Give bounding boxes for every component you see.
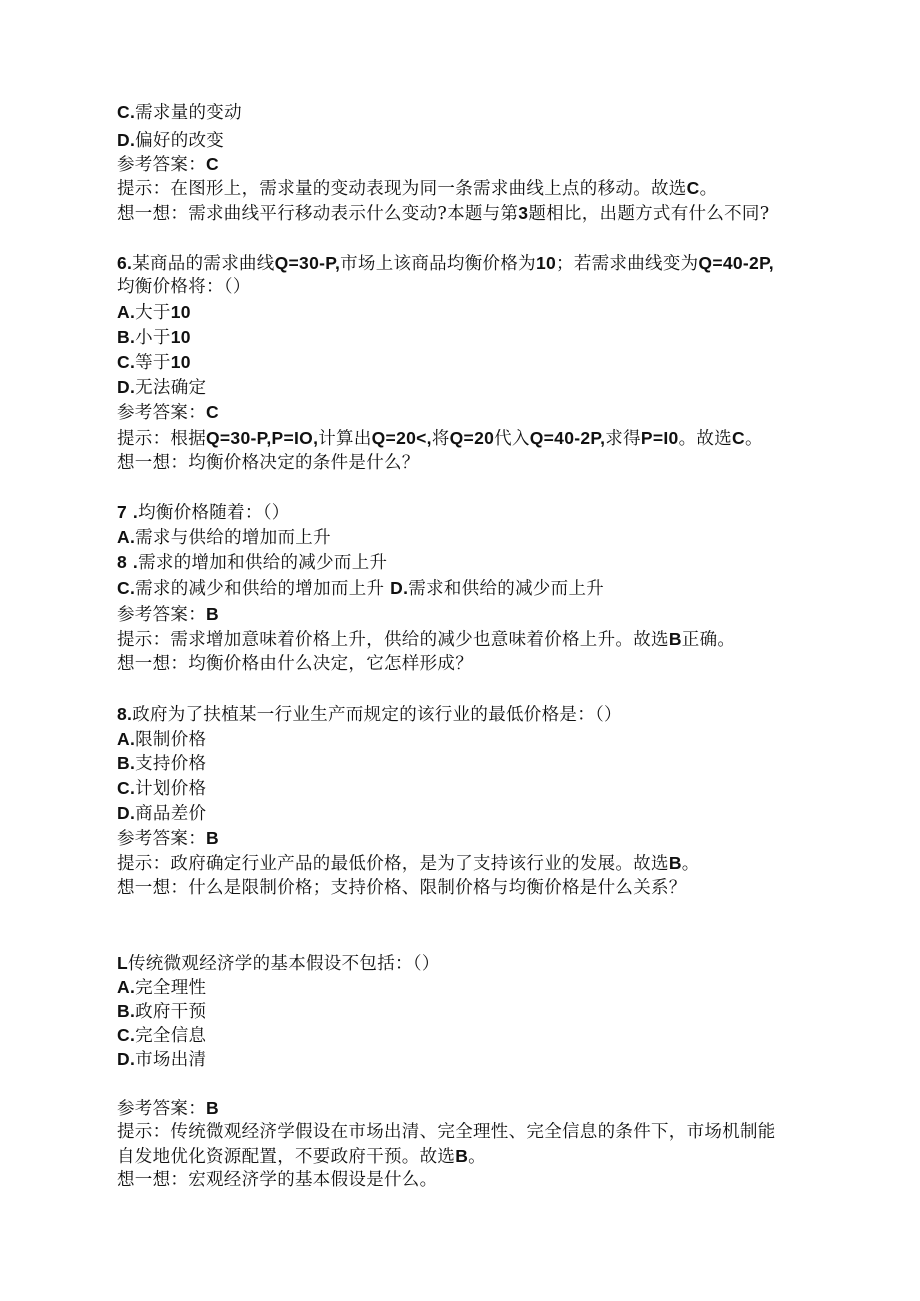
- option-line: A.完全理性: [117, 977, 207, 998]
- hint-line: 提示：在图形上，需求量的变动表现为同一条需求曲线上点的移动。故选C。: [117, 178, 718, 199]
- option-line: 8 .需求的增加和供给的减少而上升: [117, 552, 388, 573]
- answer-line: 参考答案：B: [117, 828, 219, 849]
- answer-line: 参考答案：B: [117, 1098, 219, 1119]
- option-line: C.需求量的变动: [117, 102, 242, 123]
- answer-line: 参考答案：B: [117, 604, 219, 625]
- option-line: B.小于10: [117, 327, 191, 348]
- hint-line: 提示：根据Q=30-P,P=IO,计算出Q=20<,将Q=20代入Q=40-2P,求得P=I0。故选C。: [117, 428, 763, 449]
- option-line: A.大于10: [117, 302, 191, 323]
- option-line: D.市场出清: [117, 1049, 207, 1070]
- think-line: 想一想：需求曲线平行移动表示什么变动?本题与第3题相比，出题方式有什么不同?: [117, 203, 770, 224]
- question-line: 8.政府为了扶植某一行业生产而规定的该行业的最低价格是：（）: [117, 704, 622, 725]
- question-line: 均衡价格将：（）: [117, 277, 251, 297]
- answer-line: 参考答案：C: [117, 154, 219, 175]
- hint-line: 提示：需求增加意味着价格上升，供给的减少也意味着价格上升。故选B正确。: [117, 629, 736, 650]
- option-line: B.支持价格: [117, 753, 207, 774]
- option-line: D.偏好的改变: [117, 130, 225, 151]
- option-line: C.计划价格: [117, 778, 207, 799]
- option-line: A.限制价格: [117, 729, 207, 750]
- hint-line: 提示：传统微观经济学假设在市场出清、完全理性、完全信息的条件下，市场机制能: [117, 1122, 776, 1142]
- option-line: C.完全信息: [117, 1025, 207, 1046]
- question-line: 6.某商品的需求曲线Q=30-P,市场上该商品均衡价格为10；若需求曲线变为Q=40-2P,: [117, 253, 774, 274]
- option-line: C.需求的减少和供给的增加而上升 D.需求和供给的减少而上升: [117, 578, 605, 599]
- option-line: D.无法确定: [117, 377, 207, 398]
- option-line: C.等于10: [117, 352, 191, 373]
- question-line: L传统微观经济学的基本假设不包括：（）: [117, 953, 440, 974]
- think-line: 想一想：均衡价格决定的条件是什么？: [117, 453, 420, 473]
- hint-line: 提示：政府确定行业产品的最低价格，是为了支持该行业的发展。故选B。: [117, 853, 700, 874]
- hint-line: 自发地优化资源配置，不要政府干预。故选B。: [117, 1146, 486, 1167]
- answer-line: 参考答案：C: [117, 402, 219, 423]
- think-line: 想一想：宏观经济学的基本假设是什么。: [117, 1170, 438, 1190]
- option-line: D.商品差价: [117, 803, 207, 824]
- question-line: 7 .均衡价格随着：（）: [117, 502, 290, 523]
- option-line: A.需求与供给的增加而上升: [117, 527, 331, 548]
- option-line: B.政府干预: [117, 1001, 207, 1022]
- think-line: 想一想：均衡价格由什么决定，它怎样形成？: [117, 654, 473, 674]
- think-line: 想一想：什么是限制价格；支持价格、限制价格与均衡价格是什么关系？: [117, 878, 687, 898]
